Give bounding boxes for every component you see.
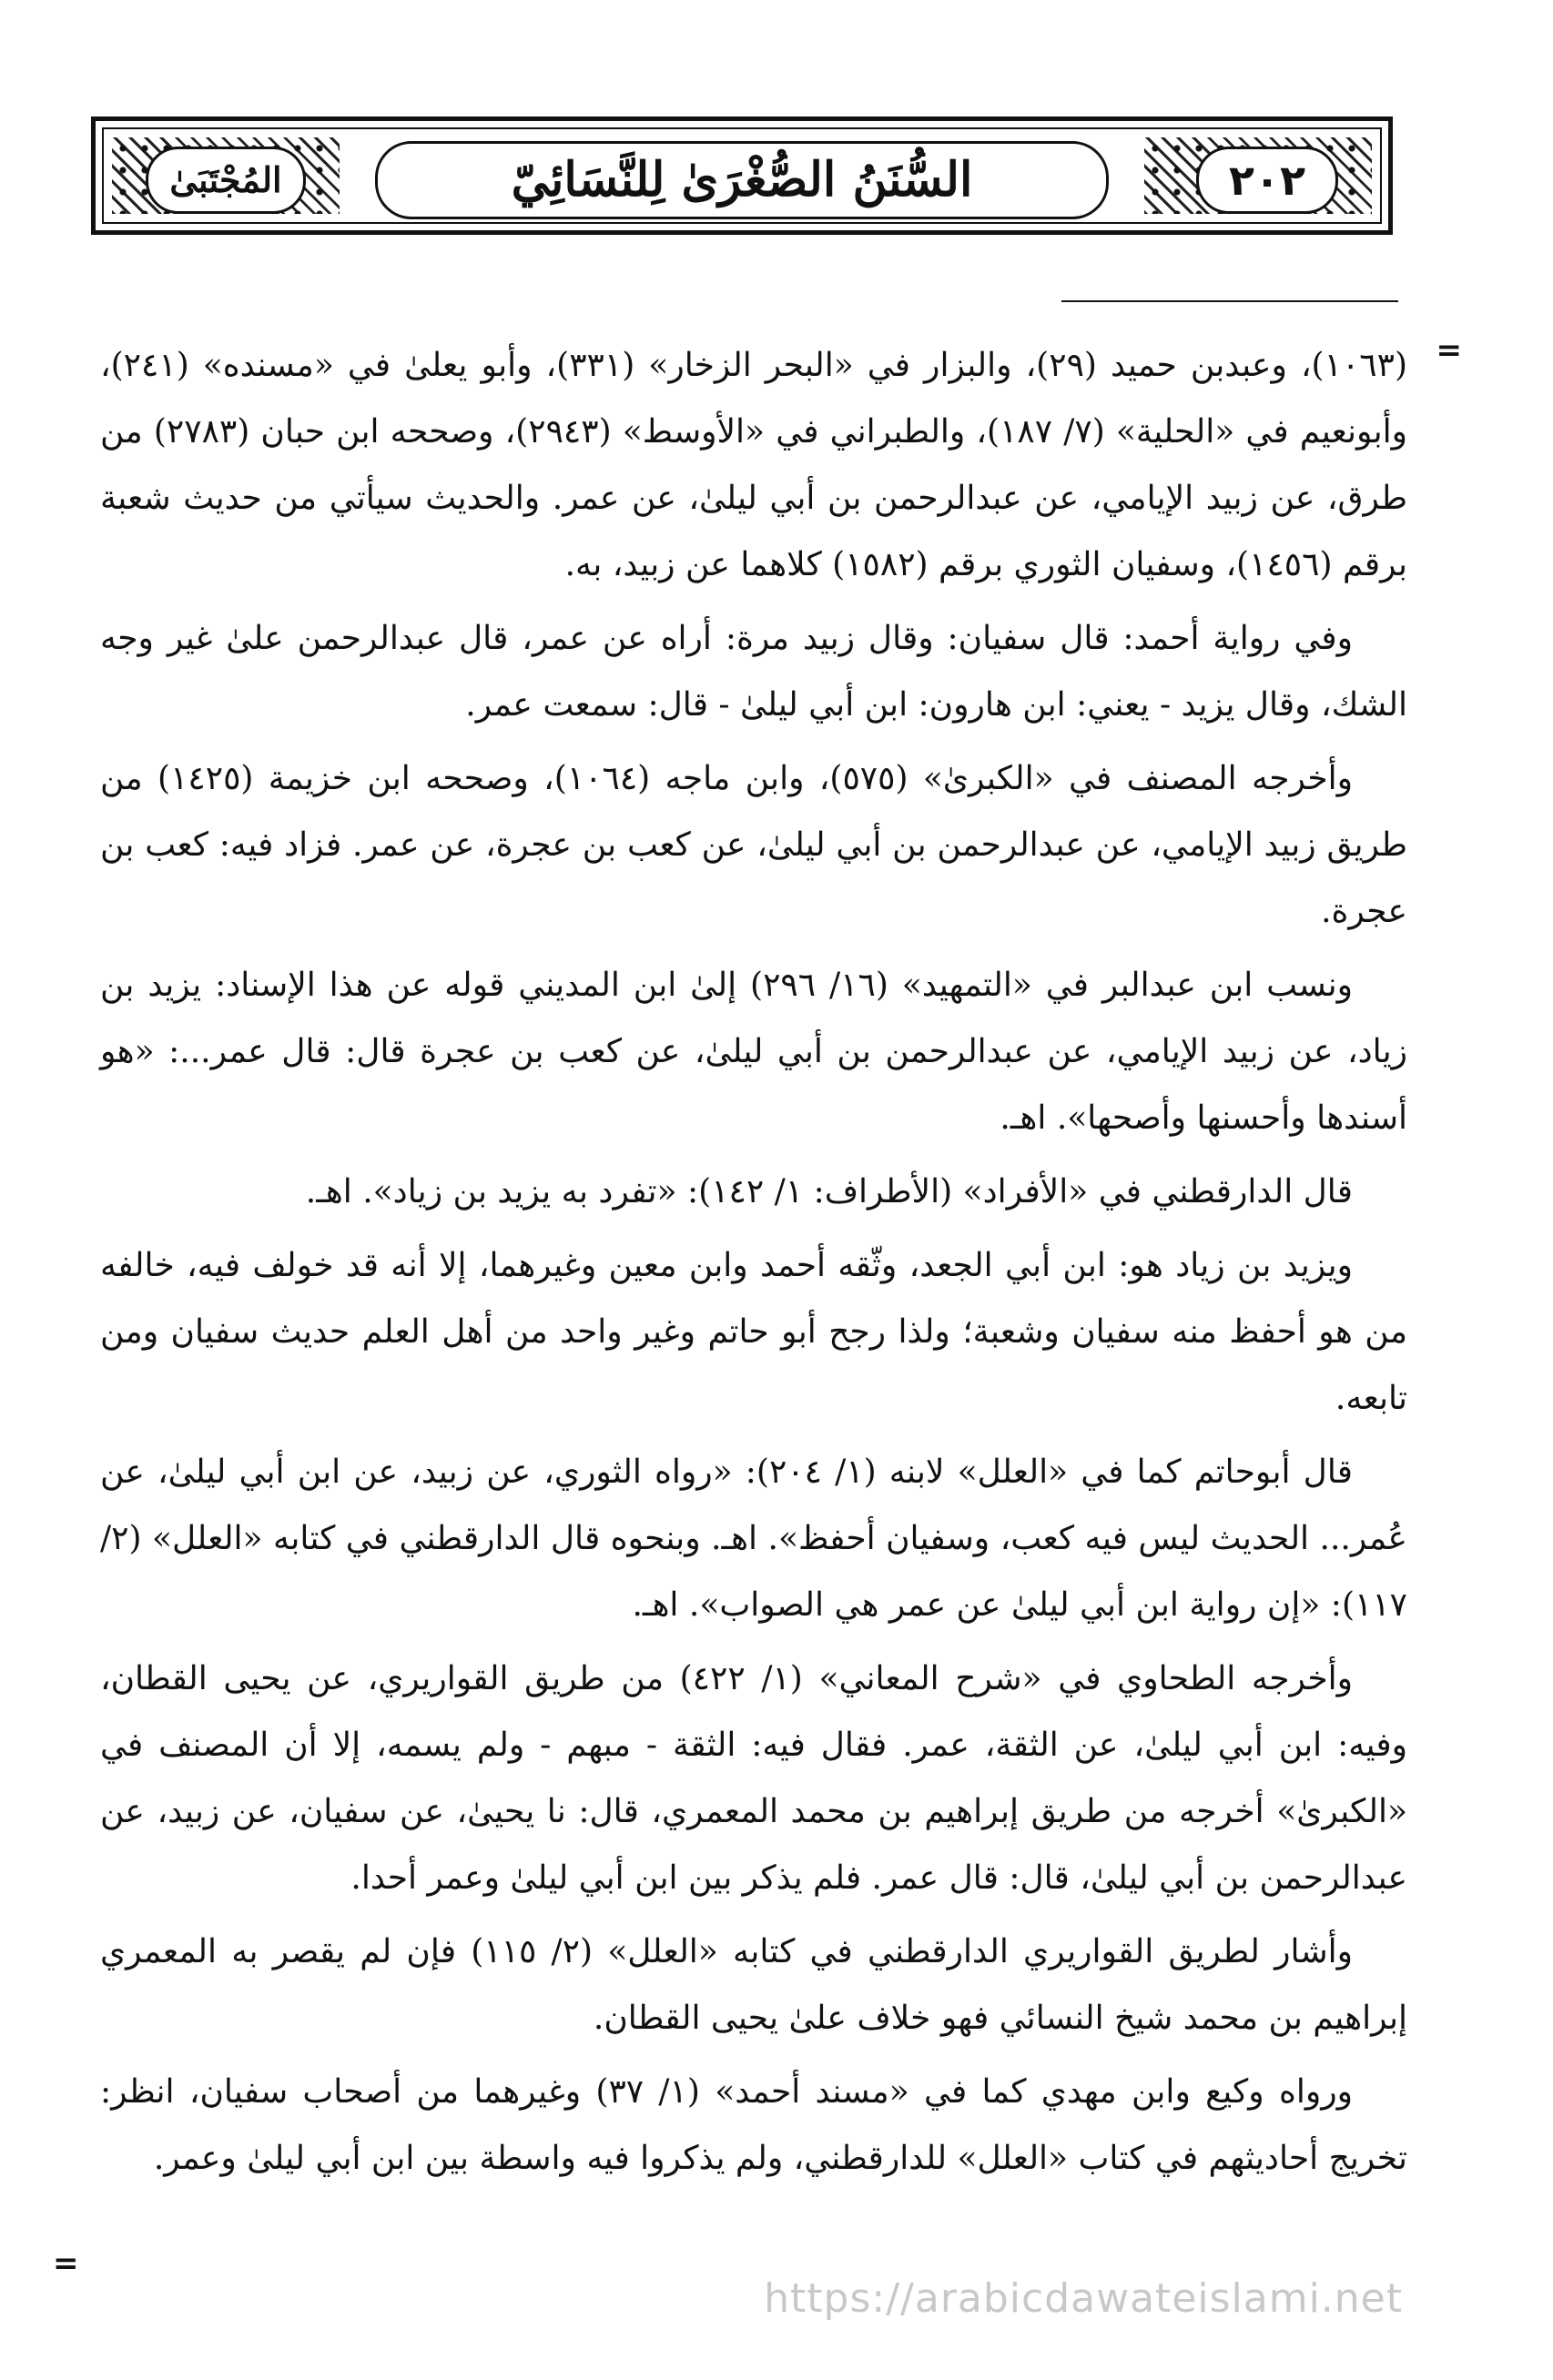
continuation-mark-bottom: =: [53, 2245, 79, 2282]
paragraph-6: ويزيد بن زياد هو: ابن أبي الجعد، وثّقه أحمد وابن معين وغيرهما، إلا أنه قد خولف فيه، خالفه من هو أحفظ منه سفيان وشعبة؛ ولذا رجح أبو حاتم وغير واحد من أهل العلم حديث سفيان ومن تابعه.: [100, 1247, 1407, 1417]
paragraph-8: وأخرجه الطحاوي في «شرح المعاني» (١/ ٤٢٢) من طريق القواريري، عن يحيى القطان، وفيه: ابن أبي ليلىٰ، عن الثقة، عمر. فقال فيه: الثقة - مبهم - ولم يسمه، إلا أن المصنف في «الكبرىٰ» أخرجه من طريق إبراهيم بن محمد المعمري، قال: نا يحيىٰ، عن سفيان، عن زبيد، عن عبدالرحمن بن أبي ليلىٰ، قال: قال عمر. فلم يذكر بين ابن أبي ليلىٰ وعمر أحدا.: [100, 1660, 1408, 1897]
paragraph-9: وأشار لطريق القواريري الدارقطني في كتابه «العلل» (٢/ ١١٥) فإن لم يقصر به المعمري إبراهيم بن محمد شيخ النسائي فهو خلاف علىٰ يحيى القطان.: [100, 1933, 1407, 2037]
footnote-body: [100, 332, 1407, 2199]
footnote-separator: [1061, 300, 1398, 302]
paragraph-2: وفي رواية أحمد: قال سفيان: وقال زبيد مرة: أراه عن عمر، قال عبدالرحمن علىٰ غير وجه الشك، وقال يزيد - يعني: ابن هارون: ابن أبي ليلىٰ - قال: سمعت عمر.: [100, 620, 1407, 724]
paragraph-3: وأخرجه المصنف في «الكبرىٰ» (٥٧٥)، وابن ماجه (١٠٦٤)، وصححه ابن خزيمة (١٤٢٥) من طريق زبيد الإيامي، عن عبدالرحمن بن أبي ليلىٰ، عن كعب بن عجرة، عن عمر. فزاد فيه: كعب بن عجرة.: [100, 760, 1407, 930]
paragraph-10: ورواه وكيع وابن مهدي كما في «مسند أحمد» (١/ ٣٧) وغيرهما من أصحاب سفيان، انظر: تخريج أحاديثهم في كتاب «العلل» للدارقطني، ولم يذكروا فيه واسطة بين ابن أبي ليلىٰ وعمر.: [100, 2073, 1407, 2177]
paragraph-7: قال أبوحاتم كما في «العلل» لابنه (١/ ٢٠٤): «رواه الثوري، عن زبيد، عن ابن أبي ليلىٰ، عن عُمر... الحديث ليس فيه كعب، وسفيان أحفظ». اهـ. وبنحوه قال الدارقطني في كتابه «العلل» (٢/ ١١٧): «إن رواية ابن أبي ليلىٰ عن عمر هي الصواب». اهـ.: [100, 1453, 1407, 1624]
paragraph-4: ونسب ابن عبدالبر في «التمهيد» (١٦/ ٢٩٦) إلىٰ ابن المديني قوله عن هذا الإسناد: يزيد بن زياد، عن زبيد الإيامي، عن عبدالرحمن بن أبي ليلىٰ، عن كعب بن عجرة قال: قال عمر...: «هو أسندها وأحسنها وأصحها». اهـ.: [100, 967, 1407, 1137]
series-label: المُجْتَبَىٰ: [146, 147, 306, 214]
paragraph-5: قال الدارقطني في «الأفراد» (الأطراف: ١/ ١٤٢): «تفرد به يزيد بن زياد». اهـ.: [305, 1173, 1353, 1210]
page-number: ٢٠٢: [1196, 147, 1338, 214]
book-title: السُّنَنُ الصُّغْرَىٰ لِلنَّسَائِيّ: [375, 141, 1109, 219]
page-header: [91, 116, 1393, 235]
continuation-mark-top: =: [1436, 332, 1462, 369]
paragraph-1: (١٠٦٣)، وعبدبن حميد (٢٩)، والبزار في «البحر الزخار» (٣٣١)، وأبو يعلىٰ في «مسنده» (٢٤١)، وأبونعيم في «الحلية» (٧/ ١٨٧)، والطبراني في «الأوسط» (٢٩٤٣)، وصححه ابن حبان (٢٧٨٣) من طرق، عن زبيد الإيامي، عن عبدالرحمن بن أبي ليلىٰ، عن عمر. والحديث سيأتي من حديث شعبة برقم (١٤٥٦)، وسفيان الثوري برقم (١٥٨٢) كلاهما عن زبيد، به.: [100, 347, 1408, 583]
watermark-url: https://arabicdawateislami.net: [764, 2275, 1403, 2322]
